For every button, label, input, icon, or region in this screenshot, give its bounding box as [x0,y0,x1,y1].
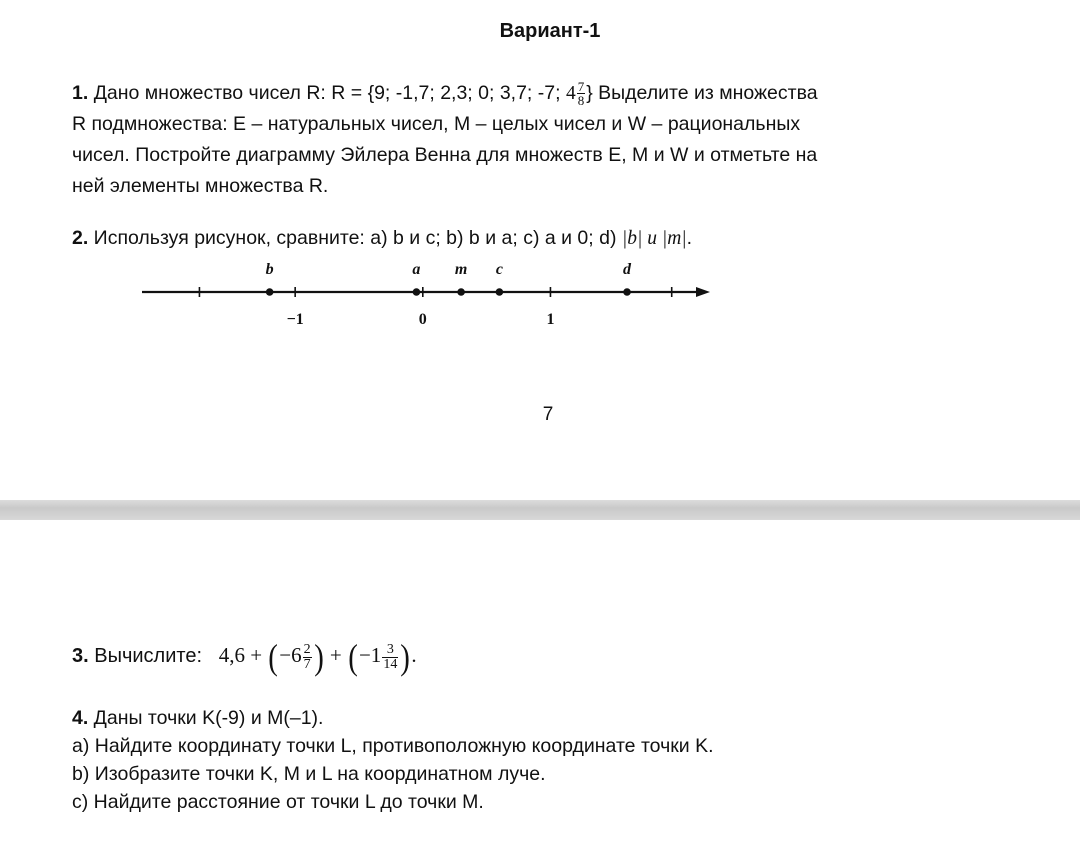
task-2 [72,224,1034,253]
expr-end: . [411,643,417,667]
page-separator [0,500,1080,520]
task-3-text: Вычислите: [88,645,203,667]
tick-label: 1 [546,311,555,328]
fraction-2-numerator: 3 [382,643,398,658]
task-4-line-2: a) Найдите координату точки L, противоположную координате точки K. [72,735,714,757]
point-b [266,288,274,296]
task-2-abs-expression: |b| и |m| [621,228,687,249]
paren-close-2: ) [400,637,411,678]
task-4-intro: Даны точки K(-9) и M(–1). [88,707,324,729]
page-2 [0,520,1080,868]
fraction-1 [303,643,312,672]
page-number: 7 [542,404,554,425]
expr-neg-2: −1 [358,643,382,667]
point-a [413,288,421,296]
task-3-number: 3. [72,645,89,667]
point-label: m [454,261,468,278]
expr-term-1: 4,6 + [218,643,268,667]
fraction-2-denominator: 14 [383,656,398,672]
fraction-numerator: 7 [577,79,585,95]
task-1 [72,78,1034,202]
task-1-lead: Дано множество чисел R: R = {9; -1,7; 2,3; 0; 3,7; -7; [93,82,566,104]
point-m [457,288,465,296]
point-label: a [412,261,421,278]
fraction-1-numerator: 2 [303,641,311,657]
paren-close-1: ) [313,637,324,678]
point-label: c [495,261,503,278]
task-1-after-set: Выделите из множества [592,82,818,104]
expr-plus: + [324,643,347,667]
task-4 [72,704,714,816]
number-line [140,255,720,335]
expr-neg-1: −6 [279,643,302,667]
task-4-line-1 [72,704,714,732]
mixed-whole: 4 [565,83,576,104]
task-2-end: . [686,227,693,249]
point-label: d [623,261,632,278]
fraction-2 [382,643,398,672]
task-4-line-4: c) Найдите расстояние от точки L до точки M. [72,791,484,813]
task-4-line-3: b) Изобразите точки K, M и L на координатном луче. [72,763,546,785]
point-d [623,288,631,296]
task-4-number: 4. [72,707,89,729]
set-close-brace: } [586,82,593,104]
task-1-line-2: R подмножества: E – натуральных чисел, M – целых чисел и W – рациональных [72,113,801,135]
paren-open-2: ( [348,637,358,678]
fraction-1-denominator: 7 [303,656,311,672]
task-1-number: 1. [72,82,89,104]
task-3-expression [218,637,417,678]
task-3 [72,635,417,676]
point-c [496,288,504,296]
tick-label: 0 [418,311,427,328]
mixed-fraction [577,80,586,107]
page-title: Вариант-1 [499,20,601,42]
tick-label: −1 [286,311,304,328]
paren-open-1: ( [268,637,279,678]
task-2-text: Используя рисунок, сравните: a) b и c; b) b и a; c) a и 0; d) [88,227,622,249]
task-1-line-4: ней элементы множества R. [72,175,329,197]
task-2-number: 2. [72,227,89,249]
point-label: b [265,261,274,278]
axis-arrow [696,287,710,297]
task-1-line-1 [72,78,1034,109]
fraction-denominator: 8 [577,93,585,109]
task-1-line-3: чисел. Постройте диаграмму Эйлера Венна для множеств E, M и W и отметьте на [72,144,818,166]
